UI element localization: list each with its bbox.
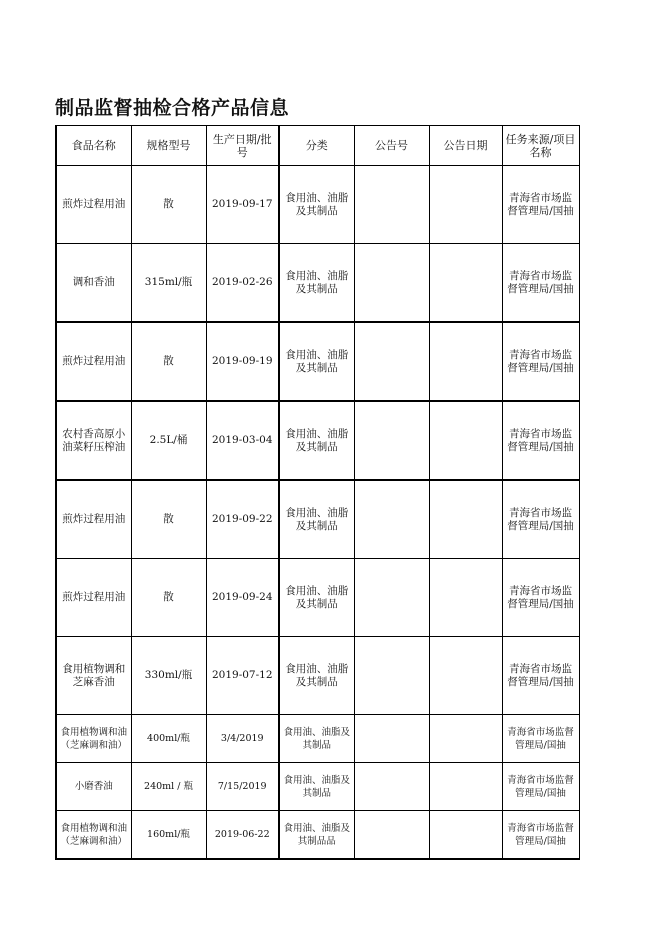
cell-notice-date: [429, 763, 502, 811]
cell-production-date: 2019-02-26: [206, 244, 279, 323]
cell-notice-date: [429, 480, 502, 559]
cell-category: 食用油、油脂及其制品: [279, 763, 354, 811]
cell-task-source: 青海省市场监督管理局/国抽: [502, 480, 579, 559]
column-header-task-source: 任务来源/项目名称: [502, 126, 579, 166]
table-header-row: [56, 126, 579, 166]
cell-task-source: 青海省市场监督管理局/国抽: [502, 811, 579, 860]
cell-food-name: 煎炸过程用油: [56, 559, 131, 637]
cell-notice-no: [354, 480, 429, 559]
cell-spec: 330ml/瓶: [131, 637, 206, 715]
cell-production-date: 2019-03-04: [206, 401, 279, 480]
cell-production-date: 2019-09-17: [206, 166, 279, 244]
cell-task-source: 青海省市场监督管理局/国抽: [502, 637, 579, 715]
cell-task-source: 青海省市场监督管理局/国抽: [502, 401, 579, 480]
cell-task-source: 青海省市场监督管理局/国抽: [502, 166, 579, 244]
cell-notice-no: [354, 244, 429, 323]
cell-production-date: 2019-09-22: [206, 480, 279, 559]
cell-category: 食用油、油脂及其制品品: [279, 811, 354, 860]
cell-category: 食用油、油脂及其制品: [279, 244, 354, 323]
cell-notice-no: [354, 559, 429, 637]
cell-food-name: 农村香高原小油菜籽压榨油: [56, 401, 131, 480]
product-table: [55, 125, 580, 860]
cell-spec: 315ml/瓶: [131, 244, 206, 323]
cell-notice-no: [354, 637, 429, 715]
cell-food-name: 煎炸过程用油: [56, 166, 131, 244]
cell-spec: 160ml/瓶: [131, 811, 206, 860]
table-row: [56, 559, 579, 637]
cell-category: 食用油、油脂及其制品: [279, 322, 354, 401]
cell-notice-date: [429, 811, 502, 860]
cell-food-name: 食用植物调和油（芝麻调和油）: [56, 715, 131, 763]
cell-notice-no: [354, 811, 429, 860]
cell-spec: 散: [131, 322, 206, 401]
cell-category: 食用油、油脂及其制品: [279, 401, 354, 480]
cell-notice-date: [429, 322, 502, 401]
cell-food-name: 食用植物调和油（芝麻调和油）: [56, 811, 131, 860]
table-row: [56, 244, 579, 323]
cell-notice-date: [429, 401, 502, 480]
cell-food-name: 食用植物调和芝麻香油: [56, 637, 131, 715]
cell-category: 食用油、油脂及其制品: [279, 637, 354, 715]
cell-category: 食用油、油脂及其制品: [279, 559, 354, 637]
column-header-notice-no: 公告号: [354, 126, 429, 166]
table-row: [56, 166, 579, 244]
cell-production-date: 7/15/2019: [206, 763, 279, 811]
cell-notice-date: [429, 166, 502, 244]
cell-notice-no: [354, 166, 429, 244]
table-row: [56, 401, 579, 480]
cell-task-source: 青海省市场监督管理局/国抽: [502, 559, 579, 637]
cell-food-name: 煎炸过程用油: [56, 480, 131, 559]
page-title: 制品监督抽检合格产品信息: [55, 97, 290, 119]
cell-notice-no: [354, 763, 429, 811]
table-row: [56, 715, 579, 763]
cell-production-date: 2019-07-12: [206, 637, 279, 715]
table-row: [56, 322, 579, 401]
cell-spec: 散: [131, 480, 206, 559]
cell-production-date: 2019-09-24: [206, 559, 279, 637]
column-header-notice-date: 公告日期: [429, 126, 502, 166]
cell-task-source: 青海省市场监督管理局/国抽: [502, 715, 579, 763]
cell-task-source: 青海省市场监督管理局/国抽: [502, 244, 579, 323]
table-row: [56, 811, 579, 860]
cell-notice-date: [429, 244, 502, 323]
cell-production-date: 3/4/2019: [206, 715, 279, 763]
cell-spec: 散: [131, 559, 206, 637]
cell-production-date: 2019-09-19: [206, 322, 279, 401]
cell-category: 食用油、油脂及其制品: [279, 166, 354, 244]
column-header-food-name: 食品名称: [56, 126, 131, 166]
table-row: [56, 763, 579, 811]
column-header-category: 分类: [279, 126, 354, 166]
cell-spec: 散: [131, 166, 206, 244]
cell-food-name: 调和香油: [56, 244, 131, 323]
cell-task-source: 青海省市场监督管理局/国抽: [502, 763, 579, 811]
cell-food-name: 煎炸过程用油: [56, 322, 131, 401]
cell-spec: 400ml/瓶: [131, 715, 206, 763]
table-row: [56, 637, 579, 715]
cell-category: 食用油、油脂及其制品: [279, 480, 354, 559]
cell-notice-no: [354, 401, 429, 480]
cell-spec: 240ml / 瓶: [131, 763, 206, 811]
cell-notice-no: [354, 322, 429, 401]
cell-food-name: 小磨香油: [56, 763, 131, 811]
column-header-spec: 规格型号: [131, 126, 206, 166]
cell-notice-date: [429, 559, 502, 637]
table-row: [56, 480, 579, 559]
cell-notice-date: [429, 637, 502, 715]
cell-notice-no: [354, 715, 429, 763]
column-header-production-date: 生产日期/批号: [206, 126, 279, 166]
cell-task-source: 青海省市场监督管理局/国抽: [502, 322, 579, 401]
cell-spec: 2.5L/桶: [131, 401, 206, 480]
cell-category: 食用油、油脂及其制品: [279, 715, 354, 763]
cell-production-date: 2019-06-22: [206, 811, 279, 860]
cell-notice-date: [429, 715, 502, 763]
